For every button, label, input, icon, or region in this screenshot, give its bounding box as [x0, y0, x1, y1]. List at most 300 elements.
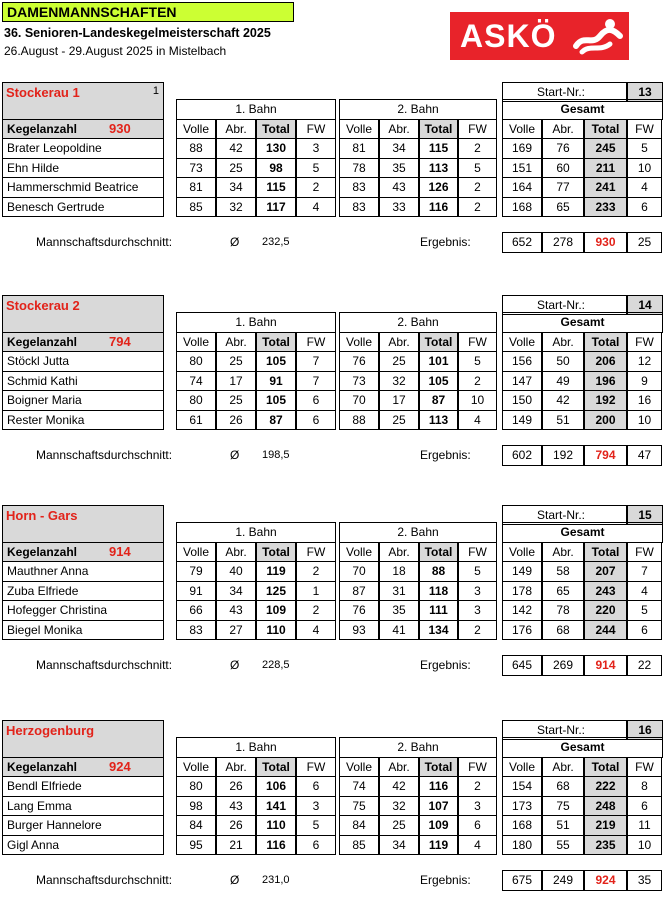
score-cell: 4 — [458, 835, 497, 856]
score-cell: 149 — [502, 410, 542, 431]
kegelanzahl-cell — [2, 542, 164, 563]
asko-logo — [450, 12, 629, 60]
score-cell: 3 — [458, 600, 497, 621]
team-name: Stockerau 2 — [6, 298, 80, 313]
score-cell: 6 — [296, 835, 336, 856]
result-cell: 35 — [627, 870, 662, 891]
score-cell: 75 — [542, 796, 584, 817]
score-cell: 11 — [627, 815, 662, 836]
col-header-total: Total — [419, 119, 458, 140]
result-cell: 47 — [627, 445, 662, 466]
player-name: Mauthner Anna — [2, 561, 164, 582]
avg-symbol: Ø — [230, 658, 240, 672]
kegelanzahl-label: Kegelanzahl — [7, 544, 78, 559]
score-cell: 119 — [256, 561, 296, 582]
col-header-volle: Volle — [176, 542, 216, 563]
event-subtitle: 36. Senioren-Landeskegelmeisterschaft 2025 — [4, 26, 271, 40]
score-cell: 49 — [542, 371, 584, 392]
score-cell: 111 — [419, 600, 458, 621]
avg-label: Mannschaftsdurchschnitt: — [36, 235, 173, 249]
score-cell: 79 — [176, 561, 216, 582]
score-cell: 248 — [584, 796, 627, 817]
score-cell: 106 — [256, 776, 296, 797]
bahn2-header: 2. Bahn — [339, 99, 497, 120]
score-cell: 21 — [216, 835, 256, 856]
score-cell: 176 — [502, 620, 542, 641]
score-cell: 2 — [296, 177, 336, 198]
score-cell: 178 — [502, 581, 542, 602]
col-header-fw: FW — [458, 542, 497, 563]
score-cell: 70 — [339, 390, 379, 411]
score-cell: 233 — [584, 197, 627, 218]
kegelanzahl-label: Kegelanzahl — [7, 759, 78, 774]
score-cell: 10 — [627, 158, 662, 179]
kegelanzahl-label: Kegelanzahl — [7, 334, 78, 349]
running-figure-icon — [570, 16, 626, 56]
score-cell: 105 — [256, 351, 296, 372]
score-cell: 93 — [339, 620, 379, 641]
score-cell: 119 — [419, 835, 458, 856]
score-cell: 25 — [379, 351, 419, 372]
score-cell: 42 — [542, 390, 584, 411]
score-cell: 2 — [458, 776, 497, 797]
player-name: Ehn Hilde — [2, 158, 164, 179]
col-header-volle: Volle — [502, 542, 542, 563]
score-cell: 55 — [542, 835, 584, 856]
score-cell: 105 — [419, 371, 458, 392]
score-cell: 10 — [458, 390, 497, 411]
bahn1-header: 1. Bahn — [176, 99, 336, 120]
score-cell: 4 — [296, 197, 336, 218]
score-cell: 75 — [339, 796, 379, 817]
score-cell: 26 — [216, 815, 256, 836]
score-cell: 6 — [296, 390, 336, 411]
score-cell: 73 — [339, 371, 379, 392]
score-cell: 95 — [176, 835, 216, 856]
bahn2-header: 2. Bahn — [339, 522, 497, 543]
col-header-total: Total — [419, 757, 458, 778]
kegelanzahl-label: Kegelanzahl — [7, 121, 78, 136]
score-cell: 6 — [627, 620, 662, 641]
score-cell: 154 — [502, 776, 542, 797]
score-cell: 173 — [502, 796, 542, 817]
team-name-box — [2, 720, 164, 759]
col-header-total: Total — [256, 332, 296, 353]
score-cell: 149 — [502, 561, 542, 582]
avg-symbol: Ø — [230, 448, 240, 462]
col-header-fw: FW — [458, 332, 497, 353]
player-name: Boigner Maria — [2, 390, 164, 411]
score-cell: 10 — [627, 410, 662, 431]
score-cell: 65 — [542, 197, 584, 218]
result-cell: 192 — [542, 445, 584, 466]
col-header-fw: FW — [458, 119, 497, 140]
score-cell: 101 — [419, 351, 458, 372]
gesamt-header: Gesamt — [502, 737, 663, 758]
col-header-fw: FW — [627, 119, 662, 140]
player-name: Bendl Elfriede — [2, 776, 164, 797]
col-header-abr: Abr. — [216, 332, 256, 353]
score-cell: 126 — [419, 177, 458, 198]
team-name-box — [2, 82, 164, 121]
score-cell: 6 — [627, 796, 662, 817]
col-header-total: Total — [584, 757, 627, 778]
score-cell: 113 — [419, 158, 458, 179]
score-cell: 87 — [339, 581, 379, 602]
col-header-fw: FW — [627, 542, 662, 563]
col-header-volle: Volle — [339, 332, 379, 353]
score-cell: 5 — [296, 158, 336, 179]
col-header-abr: Abr. — [379, 542, 419, 563]
kegelanzahl-cell — [2, 332, 164, 353]
player-name: Schmid Kathi — [2, 371, 164, 392]
result-cell: 269 — [542, 655, 584, 676]
score-cell: 105 — [256, 390, 296, 411]
score-cell: 25 — [216, 158, 256, 179]
score-cell: 5 — [627, 600, 662, 621]
score-cell: 134 — [419, 620, 458, 641]
result-cell: 930 — [584, 232, 627, 253]
score-cell: 32 — [379, 796, 419, 817]
score-cell: 88 — [419, 561, 458, 582]
score-cell: 84 — [176, 815, 216, 836]
kegelanzahl-value: 914 — [109, 544, 131, 560]
team-name: Horn - Gars — [6, 508, 78, 523]
player-name: Biegel Monika — [2, 620, 164, 641]
score-cell: 7 — [296, 371, 336, 392]
score-cell: 192 — [584, 390, 627, 411]
score-cell: 115 — [419, 138, 458, 159]
col-header-fw: FW — [296, 119, 336, 140]
score-cell: 142 — [502, 600, 542, 621]
col-header-abr: Abr. — [379, 119, 419, 140]
score-cell: 87 — [256, 410, 296, 431]
score-cell: 7 — [296, 351, 336, 372]
score-cell: 78 — [542, 600, 584, 621]
start-nr-value: 14 — [627, 295, 663, 315]
score-cell: 40 — [216, 561, 256, 582]
score-cell: 2 — [296, 561, 336, 582]
result-cell: 602 — [502, 445, 542, 466]
score-cell: 83 — [339, 197, 379, 218]
kegelanzahl-cell — [2, 119, 164, 140]
col-header-volle: Volle — [176, 119, 216, 140]
score-cell: 16 — [627, 390, 662, 411]
score-cell: 91 — [176, 581, 216, 602]
score-cell: 60 — [542, 158, 584, 179]
player-name: Hammerschmid Beatrice — [2, 177, 164, 198]
score-cell: 220 — [584, 600, 627, 621]
score-cell: 245 — [584, 138, 627, 159]
col-header-abr: Abr. — [542, 332, 584, 353]
score-cell: 88 — [176, 138, 216, 159]
score-cell: 113 — [419, 410, 458, 431]
score-cell: 85 — [176, 197, 216, 218]
avg-value: 231,0 — [262, 874, 290, 886]
player-name: Benesch Gertrude — [2, 197, 164, 218]
score-cell: 43 — [379, 177, 419, 198]
col-header-abr: Abr. — [542, 757, 584, 778]
player-name: Stöckl Jutta — [2, 351, 164, 372]
score-cell: 116 — [419, 197, 458, 218]
avg-value: 198,5 — [262, 449, 290, 461]
score-cell: 6 — [627, 197, 662, 218]
col-header-fw: FW — [296, 542, 336, 563]
start-nr-value: 16 — [627, 720, 663, 740]
score-cell: 84 — [339, 815, 379, 836]
score-cell: 51 — [542, 815, 584, 836]
score-cell: 5 — [458, 561, 497, 582]
col-header-total: Total — [256, 542, 296, 563]
score-cell: 2 — [458, 371, 497, 392]
score-cell: 180 — [502, 835, 542, 856]
score-cell: 141 — [256, 796, 296, 817]
avg-label: Mannschaftsdurchschnitt: — [36, 873, 173, 887]
team-index: 1 — [152, 85, 159, 97]
score-cell: 6 — [458, 815, 497, 836]
score-cell: 151 — [502, 158, 542, 179]
score-cell: 32 — [379, 371, 419, 392]
col-header-total: Total — [256, 757, 296, 778]
score-cell: 25 — [379, 815, 419, 836]
team-name-box — [2, 505, 164, 544]
score-cell: 169 — [502, 138, 542, 159]
score-cell: 25 — [216, 351, 256, 372]
bahn2-header: 2. Bahn — [339, 312, 497, 333]
score-cell: 74 — [176, 371, 216, 392]
score-cell: 42 — [216, 138, 256, 159]
score-cell: 115 — [256, 177, 296, 198]
kegelanzahl-value: 930 — [109, 121, 131, 137]
avg-symbol: Ø — [230, 235, 240, 249]
player-name: Gigl Anna — [2, 835, 164, 856]
score-cell: 17 — [379, 390, 419, 411]
result-cell: 278 — [542, 232, 584, 253]
player-name: Hofegger Christina — [2, 600, 164, 621]
col-header-abr: Abr. — [542, 542, 584, 563]
score-cell: 34 — [216, 177, 256, 198]
team-name-box — [2, 295, 164, 334]
col-header-abr: Abr. — [216, 542, 256, 563]
score-cell: 125 — [256, 581, 296, 602]
score-cell: 6 — [296, 776, 336, 797]
page-title: DAMENMANNSCHAFTEN — [2, 2, 294, 22]
score-cell: 73 — [176, 158, 216, 179]
score-cell: 25 — [379, 410, 419, 431]
start-nr-value: 13 — [627, 82, 663, 102]
player-name: Rester Monika — [2, 410, 164, 431]
score-cell: 50 — [542, 351, 584, 372]
score-cell: 110 — [256, 815, 296, 836]
col-header-abr: Abr. — [216, 119, 256, 140]
score-cell: 33 — [379, 197, 419, 218]
bahn1-header: 1. Bahn — [176, 737, 336, 758]
score-cell: 109 — [256, 600, 296, 621]
score-cell: 110 — [256, 620, 296, 641]
gesamt-header: Gesamt — [502, 99, 663, 120]
score-cell: 34 — [379, 138, 419, 159]
score-cell: 3 — [296, 796, 336, 817]
score-cell: 116 — [256, 835, 296, 856]
score-cell: 83 — [339, 177, 379, 198]
team-name: Herzogenburg — [6, 723, 95, 738]
score-cell: 3 — [458, 581, 497, 602]
bahn1-header: 1. Bahn — [176, 522, 336, 543]
score-cell: 98 — [176, 796, 216, 817]
score-cell: 61 — [176, 410, 216, 431]
score-cell: 27 — [216, 620, 256, 641]
result-label: Ergebnis: — [420, 448, 471, 462]
score-cell: 68 — [542, 776, 584, 797]
score-cell: 147 — [502, 371, 542, 392]
col-header-total: Total — [256, 119, 296, 140]
kegelanzahl-value: 794 — [109, 334, 131, 350]
score-cell: 41 — [379, 620, 419, 641]
kegelanzahl-value: 924 — [109, 759, 131, 775]
score-cell: 2 — [458, 620, 497, 641]
score-cell: 80 — [176, 776, 216, 797]
avg-label: Mannschaftsdurchschnitt: — [36, 448, 173, 462]
score-cell: 43 — [216, 600, 256, 621]
score-cell: 6 — [296, 410, 336, 431]
result-label: Ergebnis: — [420, 873, 471, 887]
score-cell: 5 — [627, 138, 662, 159]
gesamt-header: Gesamt — [502, 312, 663, 333]
col-header-total: Total — [584, 332, 627, 353]
score-cell: 4 — [458, 410, 497, 431]
score-cell: 196 — [584, 371, 627, 392]
player-name: Burger Hannelore — [2, 815, 164, 836]
result-label: Ergebnis: — [420, 235, 471, 249]
score-cell: 43 — [216, 796, 256, 817]
event-date-line: 26.August - 29.August 2025 in Mistelbach — [4, 44, 227, 58]
score-cell: 76 — [339, 600, 379, 621]
team-block — [0, 720, 663, 920]
score-cell: 109 — [419, 815, 458, 836]
start-nr-label: Start-Nr.: — [502, 505, 627, 525]
col-header-abr: Abr. — [379, 757, 419, 778]
score-cell: 58 — [542, 561, 584, 582]
score-cell: 9 — [627, 371, 662, 392]
score-cell: 31 — [379, 581, 419, 602]
score-cell: 206 — [584, 351, 627, 372]
col-header-volle: Volle — [502, 332, 542, 353]
score-cell: 156 — [502, 351, 542, 372]
score-cell: 118 — [419, 581, 458, 602]
score-cell: 243 — [584, 581, 627, 602]
start-nr-label: Start-Nr.: — [502, 82, 627, 102]
score-cell: 10 — [627, 835, 662, 856]
score-cell: 65 — [542, 581, 584, 602]
score-cell: 83 — [176, 620, 216, 641]
score-cell: 66 — [176, 600, 216, 621]
avg-symbol: Ø — [230, 873, 240, 887]
score-cell: 26 — [216, 410, 256, 431]
result-cell: 22 — [627, 655, 662, 676]
col-header-abr: Abr. — [379, 332, 419, 353]
score-cell: 107 — [419, 796, 458, 817]
start-nr-label: Start-Nr.: — [502, 720, 627, 740]
score-cell: 244 — [584, 620, 627, 641]
result-cell: 914 — [584, 655, 627, 676]
score-cell: 117 — [256, 197, 296, 218]
col-header-abr: Abr. — [542, 119, 584, 140]
team-name: Stockerau 1 — [6, 85, 80, 100]
col-header-volle: Volle — [339, 119, 379, 140]
score-cell: 51 — [542, 410, 584, 431]
score-cell: 235 — [584, 835, 627, 856]
player-name: Lang Emma — [2, 796, 164, 817]
score-cell: 219 — [584, 815, 627, 836]
kegelanzahl-cell — [2, 757, 164, 778]
result-cell: 25 — [627, 232, 662, 253]
score-cell: 3 — [296, 138, 336, 159]
score-cell: 211 — [584, 158, 627, 179]
score-cell: 35 — [379, 158, 419, 179]
team-block — [0, 505, 663, 705]
bahn1-header: 1. Bahn — [176, 312, 336, 333]
result-label: Ergebnis: — [420, 658, 471, 672]
score-cell: 81 — [176, 177, 216, 198]
score-cell: 98 — [256, 158, 296, 179]
score-cell: 150 — [502, 390, 542, 411]
result-cell: 794 — [584, 445, 627, 466]
avg-value: 232,5 — [262, 236, 290, 248]
score-cell: 4 — [627, 581, 662, 602]
score-cell: 4 — [627, 177, 662, 198]
score-cell: 4 — [296, 620, 336, 641]
score-cell: 2 — [458, 197, 497, 218]
col-header-volle: Volle — [502, 757, 542, 778]
score-cell: 26 — [216, 776, 256, 797]
score-cell: 207 — [584, 561, 627, 582]
col-header-fw: FW — [627, 332, 662, 353]
score-cell: 130 — [256, 138, 296, 159]
col-header-volle: Volle — [339, 542, 379, 563]
score-cell: 88 — [339, 410, 379, 431]
team-block — [0, 82, 663, 282]
score-cell: 5 — [296, 815, 336, 836]
avg-label: Mannschaftsdurchschnitt: — [36, 658, 173, 672]
col-header-total: Total — [419, 332, 458, 353]
result-cell: 675 — [502, 870, 542, 891]
col-header-volle: Volle — [176, 332, 216, 353]
score-cell: 116 — [419, 776, 458, 797]
player-name: Zuba Elfriede — [2, 581, 164, 602]
score-cell: 241 — [584, 177, 627, 198]
score-cell: 35 — [379, 600, 419, 621]
score-cell: 42 — [379, 776, 419, 797]
score-cell: 76 — [339, 351, 379, 372]
score-cell: 25 — [216, 390, 256, 411]
score-cell: 81 — [339, 138, 379, 159]
col-header-fw: FW — [458, 757, 497, 778]
score-cell: 91 — [256, 371, 296, 392]
score-cell: 74 — [339, 776, 379, 797]
result-cell: 652 — [502, 232, 542, 253]
col-header-fw: FW — [296, 332, 336, 353]
score-cell: 2 — [296, 600, 336, 621]
score-cell: 7 — [627, 561, 662, 582]
score-cell: 2 — [458, 177, 497, 198]
score-cell: 80 — [176, 351, 216, 372]
score-cell: 1 — [296, 581, 336, 602]
col-header-volle: Volle — [339, 757, 379, 778]
score-cell: 3 — [458, 796, 497, 817]
col-header-total: Total — [584, 542, 627, 563]
player-name: Brater Leopoldine — [2, 138, 164, 159]
score-cell: 8 — [627, 776, 662, 797]
